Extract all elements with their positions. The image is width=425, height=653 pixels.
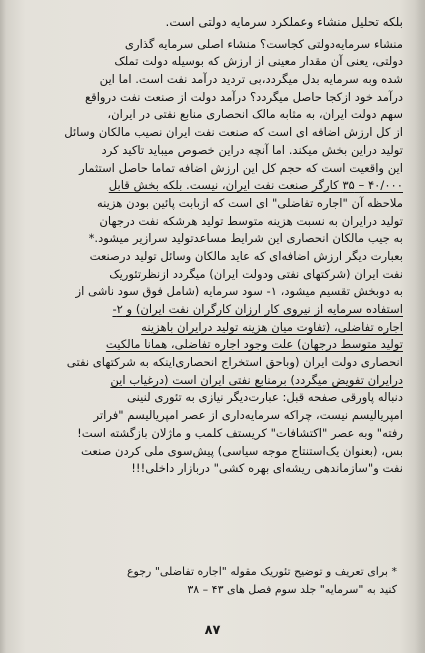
text-line: دولتی، یعنی آن مقدار معینی از ارزش که بوسیله دولت تملک (114, 54, 403, 69)
text-line: بلکه تحلیل منشاء وعملکرد سرمایه دولتی است. (165, 15, 403, 29)
text-line: درآمد خود ازکجا حاصل میگردد؟ درآمد دولت از صنعت نفت درواقع (85, 89, 403, 104)
text-line: ملاحظه آن "اجاره تفاضلی" ای است که ازبابت پائین بودن هزینه (96, 195, 403, 210)
page-shadow-left (0, 0, 6, 653)
underlined-text-line: استفاده سرمایه از نیروی کار ارزان کارگران نفت ایران) و ۲- (112, 302, 403, 316)
footnote (24, 563, 397, 599)
text-line: به دوبخش تقسیم میشود، ۱- سود سرمایه (شامل فوق سود ناشی از (75, 284, 403, 299)
text-line: بعبارت دیگر ارزش اضافه‌ای که عاید مالکان وسائل تولید درصنعت (89, 248, 403, 263)
text-line: نفت و"سازماندهی ریشه‌ای بهره کشی" دربازار داخلی!!! (131, 461, 403, 476)
text-line: تولید دراین بخش میکند. اما آنچه دراین خصوص میباید تاکید کرد (101, 142, 403, 157)
text-line: انحصاری دولت ایران (وباحق استخراج انحصاری‌اینکه به شرکتهای نفتی (66, 355, 403, 370)
page-number: ۸۷ (204, 623, 221, 638)
underlined-text-line: اجاره تفاضلی، (تفاوت میان هزینه تولید درایران باهزینه (141, 319, 403, 334)
text-line: نفت ایران (شرکتهای نفتی ودولت ایران) میگردد ازنظرتئوریک (109, 266, 403, 281)
underlined-text-line: درایران تفویض میگردد) برمنابع نفتی ایران است (درغیاب این (110, 372, 403, 387)
text-line: به جیب مالکان انحصاری این شرایط مساعدتولید سرازیر میشود.* (88, 231, 403, 246)
footnote-line: کنید به "سرمایه" جلد سوم فصل های ۴۳ – ۳۸ (187, 583, 397, 596)
text-line: بس، (بعنوان یک‌استنتاج موجه سیاسی) پیش‌سوی ملی کردن صنعت (81, 443, 403, 458)
underlined-text-line: ۴۰/۰۰۰ – ۳۵ کارگر صنعت نفت ایران، نیست. بلکه بخش قابل (108, 178, 403, 193)
text-line: امپریالیسم نیست، چراکه سرمایه‌داری از عصر امپریالیسم "فراتر (93, 408, 403, 423)
text-line: از کل ارزش اضافه ای است که صنعت نفت ایران نصیب مالکان وسائل (64, 125, 403, 140)
underlined-text-line: تولید متوسط درجهان) علت وجود اجاره تفاضلی، همانا مالکیت (105, 337, 403, 352)
text-line: سهم دولت ایران، به مثابه مالک انحصاری منابع نفتی در ایران، (107, 107, 403, 122)
text-line: دنباله پاورقی صفحه قبل: عبارت‌دیگر نیازی به تئوری لنینی (126, 390, 403, 405)
footnote-line: * برای تعریف و توضیح تئوریک مقوله "اجاره تفاضلی" رجوع (126, 565, 397, 578)
page-shadow-right (415, 0, 425, 653)
body-text (14, 14, 403, 478)
text-line: منشاء سرمایه‌دولتی کجاست؟ منشاء اصلی سرمایه گذاری (124, 36, 403, 51)
text-line: رفته" وبه عصر "اکتشافات" کریستف کلمب و ماژلان بازگشته است! (77, 425, 403, 440)
text-line: تولید درایران به نسبت هزینه متوسط تولید هرشکه نفت درجهان (99, 213, 403, 228)
text-line: این واقعیت است که حجم کل این ارزش اضافه تماما حاصل استثمار (79, 160, 403, 175)
text-line: شده وبه سرمایه بدل میگردد،بی تردید درآمد نفت است. اما این (99, 72, 403, 87)
